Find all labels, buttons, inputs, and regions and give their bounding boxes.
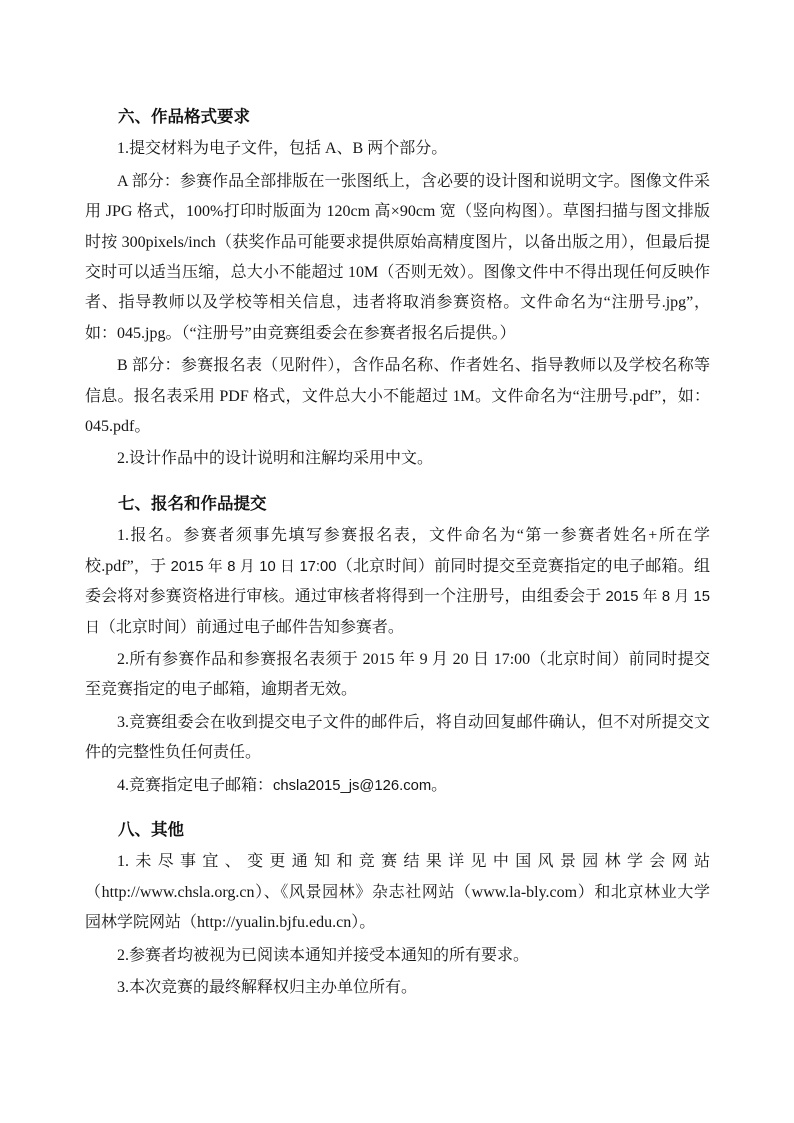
paragraph [85, 351, 710, 442]
text-run: （北京时间）前通过电子邮件告知参赛者。 [99, 618, 404, 636]
text-run: （北京时间）前同时提交至竞赛指定的电子邮箱。组委会将对参赛资格进行审核。通过审核者将得到一个注册号，由组委会于 [85, 557, 710, 606]
paragraph [85, 771, 710, 801]
section-heading: 八、其他 [118, 820, 184, 839]
text-run: 1.提交材料为电子文件，包括 A、B 两个部分。 [117, 140, 448, 158]
text-run: 2.所有参赛作品和参赛报名表须于 2015 年 9 月 20 日 17:00（北京时间）前同时提交至竞赛指定的电子邮箱，逾期者无效。 [85, 650, 710, 699]
paragraph [85, 941, 710, 971]
paragraph [85, 973, 710, 1003]
text-run: A 部分：参赛作品全部排版在一张图纸上，含必要的设计图和说明文字。图像文件采用 JPG 格式，100%打印时版面为 120cm 高×90cm 宽（竖向构图）。草图扫描与图文排版时按 300pixels/inch（获奖作品可能要求提供原始高精度图片，以备出版之用），但最后提交时可以适当压缩，总大小不能超过 10M（否则无效）。图像文件中不得出现任何反映作者、指导教师以及学校等相关信息，违者将取消参赛资格。文件命名为“注册号.jpg”，如：045.jpg。（“注册号”由竞赛组委会在参赛者报名后提供。） [85, 172, 710, 342]
text-run: 2015 年 8 月 10 日 17:00 [170, 558, 337, 575]
text-run: 2015 年 8 月 15 日 [85, 589, 710, 636]
text-run: 2.参赛者均被视为已阅读本通知并接受本通知的所有要求。 [117, 946, 530, 964]
text-run: 。 [431, 776, 448, 794]
text-run: chsla2015_js@126.com [273, 777, 432, 794]
paragraph [85, 521, 710, 643]
paragraph [85, 847, 710, 938]
paragraph [85, 444, 710, 474]
text-run: 2.设计作品中的设计说明和注解均采用中文。 [117, 450, 434, 468]
text-run: 3.本次竞赛的最终解释权归主办单位所有。 [117, 978, 418, 996]
section-others [85, 815, 710, 1003]
section-registration-submission [85, 489, 710, 801]
text-run: 4.竞赛指定电子邮箱： [117, 776, 274, 794]
section-format-requirements [85, 102, 710, 475]
text-run: 1.报名。参赛者须事先填写参赛报名表，文件命名为“第一参赛者姓名+所在学校.pdf”，于 [85, 527, 710, 575]
paragraph [85, 167, 710, 349]
text-run: B 部分：参赛报名表（见附件），含作品名称、作者姓名、指导教师以及学校名称等信息。报名表采用 PDF 格式，文件总大小不能超过 1M。文件命名为“注册号.pdf”，如：045.pdf。 [85, 357, 710, 436]
paragraph [85, 708, 710, 769]
text-run: 3.竞赛组委会在收到提交电子文件的邮件后，将自动回复邮件确认，但不对所提交文件的完整性负任何责任。 [85, 713, 710, 762]
paragraph [85, 645, 710, 706]
section-heading: 六、作品格式要求 [118, 108, 250, 126]
paragraph [85, 134, 710, 164]
section-heading: 七、报名和作品提交 [118, 494, 267, 513]
text-run: 1.未尽事宜、变更通知和竞赛结果详见中国风景园林学会网站（http://www.chsla.org.cn）、《风景园林》杂志社网站（www.la-bly.com）和北京林业大学园林学院网站（http://yualin.bjfu.edu.cn）。 [85, 853, 710, 932]
